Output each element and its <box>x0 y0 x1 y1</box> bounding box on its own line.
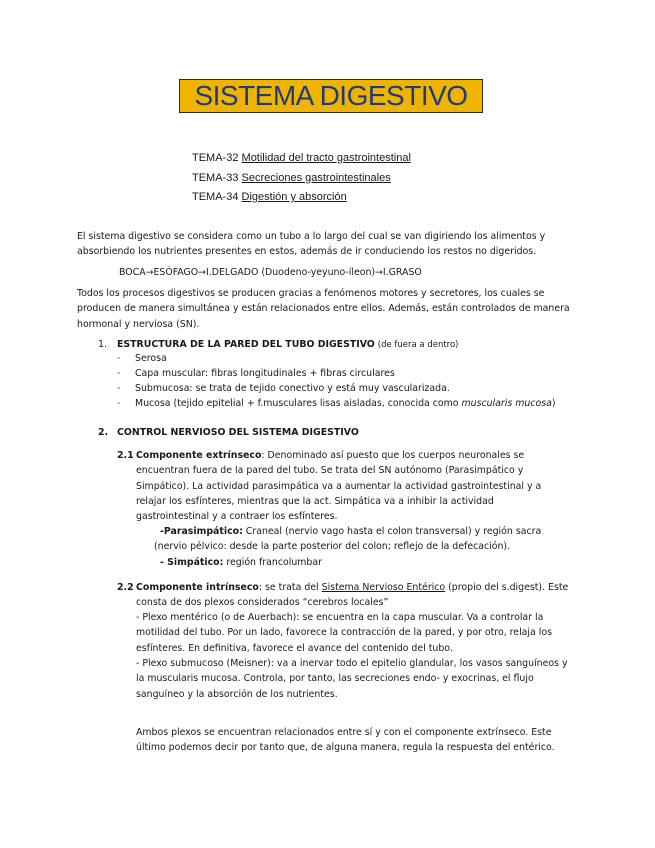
topics-list <box>192 150 411 209</box>
extrinsic-component <box>136 448 566 524</box>
section2-number: 2. <box>98 427 109 438</box>
layer-item: Serosa <box>135 353 167 364</box>
topic-item <box>192 170 411 190</box>
topic-name: Motilidad del tracto gastrointestinal <box>241 152 411 164</box>
intro-paragraph: El sistema digestivo se considera como un tubo a lo largo del cual se van digiriendo los alimentos y absorbiendo los nutrientes presentes en estos, además de ir conduciendo los restos no digeridos. <box>77 231 546 258</box>
closing-paragraph: Ambos plexos se encuentran relacionados entre sí y con el componente extrínseco. Este último podemos decir por tanto que, de alguna manera, regula la respuesta del entérico. <box>136 727 555 754</box>
topic-name: Secreciones gastrointestinales <box>241 171 391 184</box>
section2-title: CONTROL NERVIOSO DEL SISTEMA DIGESTIVO <box>117 427 359 438</box>
layer-item-text: Mucosa (tejido epitelial + f.musculares lisas aisladas, conocida como <box>135 398 462 409</box>
sympathetic-label: - Simpático: <box>160 557 224 568</box>
subsection-number: 2.1 <box>117 450 134 461</box>
topic-number: TEMA-34 <box>192 191 239 203</box>
bullet-dash: - <box>117 383 121 394</box>
parasympathetic-label: -Parasimpático: <box>160 526 243 537</box>
enteric-system-term: Sistema Nervioso Entérico <box>321 582 446 593</box>
submucous-plexus-paragraph: - Plexo submucoso (Meisner): va a inervar todo el epitelio glandular, los vasos sanguíneos y la muscularis mucosa. Controla, por tanto, las secreciones endo- y exocrinas, el flujo sanguíneo y la absorción de los nutrientes. <box>136 658 568 700</box>
intrinsic-component <box>136 580 576 611</box>
topic-name: Digestión y absorción <box>241 191 347 203</box>
myenteric-plexus-paragraph: - Plexo mentérico (o de Auerbach): se encuentra en la capa muscular. Va a controlar la motilidad del tubo. Por un lado, favorece la contracción de la pared, y por otro, relaja los esfínteres. En definitiva, favorece el avance del contenido del tubo. <box>136 612 552 654</box>
layer-item <box>135 396 556 411</box>
title-banner <box>179 79 483 113</box>
topic-number: TEMA-32 <box>192 152 239 164</box>
section1-heading <box>117 337 459 353</box>
intrinsic-label: Componente intrínseco <box>136 582 259 593</box>
page-title: SISTEMA DIGESTIVO <box>194 80 468 111</box>
bullet-dash: - <box>117 398 121 409</box>
intrinsic-text-a: : se trata del <box>258 582 322 593</box>
extrinsic-text: : Denominado así puesto que los cuerpos neuronales se encuentran fuera de la pared del tubo. Se trata del SN autónomo (Parasimpático y Simpático). La actividad parasimpática va a aumentar la actividad gastrointestinal y a relajar los esfínteres, mientras que la act. Simpática va a inhibir la actividad gastrointestinal y a contraer los esfínteres. <box>136 450 542 523</box>
digestive-path: BOCA→ESÓFAGO→I.DELGADO (Duodeno-yeyuno-íleon)→I.GRASO <box>119 267 422 278</box>
extrinsic-label: Componente extrínseco <box>136 450 262 461</box>
section1-note: (de fuera a dentro) <box>377 340 459 350</box>
subsection-number: 2.2 <box>117 582 134 593</box>
layer-item-italic: muscularis mucosa <box>461 398 552 409</box>
topic-item <box>192 150 411 170</box>
sympathetic-text: región francolumbar <box>223 557 322 568</box>
parasympathetic-line <box>154 524 564 555</box>
topic-item <box>192 189 411 209</box>
processes-paragraph: Todos los procesos digestivos se producen gracias a fenómenos motores y secretores, los cuales se producen de manera simultánea y están relacionados entre ellos. Además, están controlados de manera hormonal y nerviosa (SN). <box>77 288 570 330</box>
section1-number: 1. <box>98 339 107 350</box>
bullet-dash: - <box>117 353 121 364</box>
intrinsic-text-b: (propio del s.digest). Este consta de dos plexos considerados “cerebros locales” <box>136 582 569 609</box>
bullet-dash: - <box>117 368 121 379</box>
parasympathetic-text: Craneal (nervio vago hasta el colon transversal) y región sacra (nervio pélvico: desde la parte posterior del colon; reflejo de la defecación). <box>154 526 542 553</box>
layer-item: Submucosa: se trata de tejido conectivo y está muy vascularizada. <box>135 383 450 394</box>
layer-item: Capa muscular: fibras longitudinales + fibras circulares <box>135 368 395 379</box>
layer-item-end: ) <box>551 398 556 409</box>
topic-number: TEMA-33 <box>192 171 239 184</box>
section1-title: ESTRUCTURA DE LA PARED DEL TUBO DIGESTIVO <box>117 339 375 350</box>
sympathetic-line <box>160 555 322 570</box>
